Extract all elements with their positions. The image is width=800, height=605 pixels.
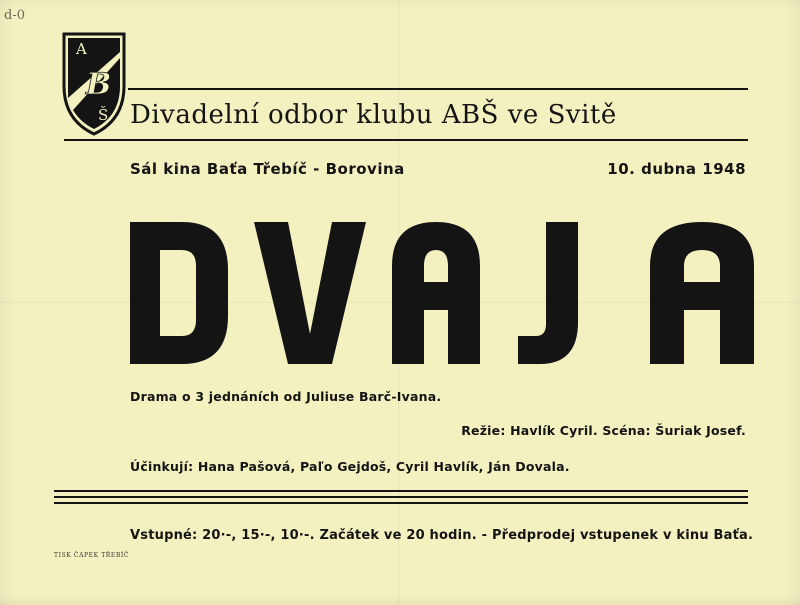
title-letter-d: [130, 222, 228, 364]
footer-rule-3: [54, 502, 748, 504]
abs-shield-logo: [60, 28, 128, 138]
logo-letter-a: A: [76, 40, 87, 58]
venue-text: Sál kina Baťa Třebíč - Borovina: [130, 160, 405, 178]
cast-text: Účinkují: Hana Pašová, Paľo Gejdoš, Cyril Havlík, Ján Dovala.: [130, 459, 570, 474]
footer-rule-2: [54, 496, 748, 498]
pencil-mark: d-0: [4, 8, 25, 23]
top-rule: [128, 88, 748, 90]
admission-text: Vstupné: 20·-, 15·-, 10·-. Začátek ve 20 hodin. - Předprodej vstupenek v kinu Baťa.: [130, 528, 754, 543]
org-title: Divadelní odbor klubu ABŠ ve Svitě: [130, 100, 617, 130]
logo-letter-s: Š: [98, 106, 109, 124]
play-title: [130, 222, 754, 364]
footer-rule-1: [54, 490, 748, 492]
date-text: 10. dubna 1948: [607, 160, 746, 178]
credits-text: Režie: Havlík Cyril. Scéna: Šuriak Josef.: [461, 423, 746, 438]
title-letter-v: [254, 222, 366, 364]
title-letter-j: [518, 222, 578, 364]
printer-imprint: TISK ČAPEK TŘEBÍČ: [54, 552, 130, 559]
title-letter-a-second: [650, 222, 754, 364]
logo-letter-b: B: [86, 67, 112, 102]
header-rule: [64, 139, 748, 141]
subtitle-text: Drama o 3 jednáních od Juliuse Barč-Ivana.: [130, 389, 442, 404]
title-letter-a-first: [392, 222, 480, 364]
